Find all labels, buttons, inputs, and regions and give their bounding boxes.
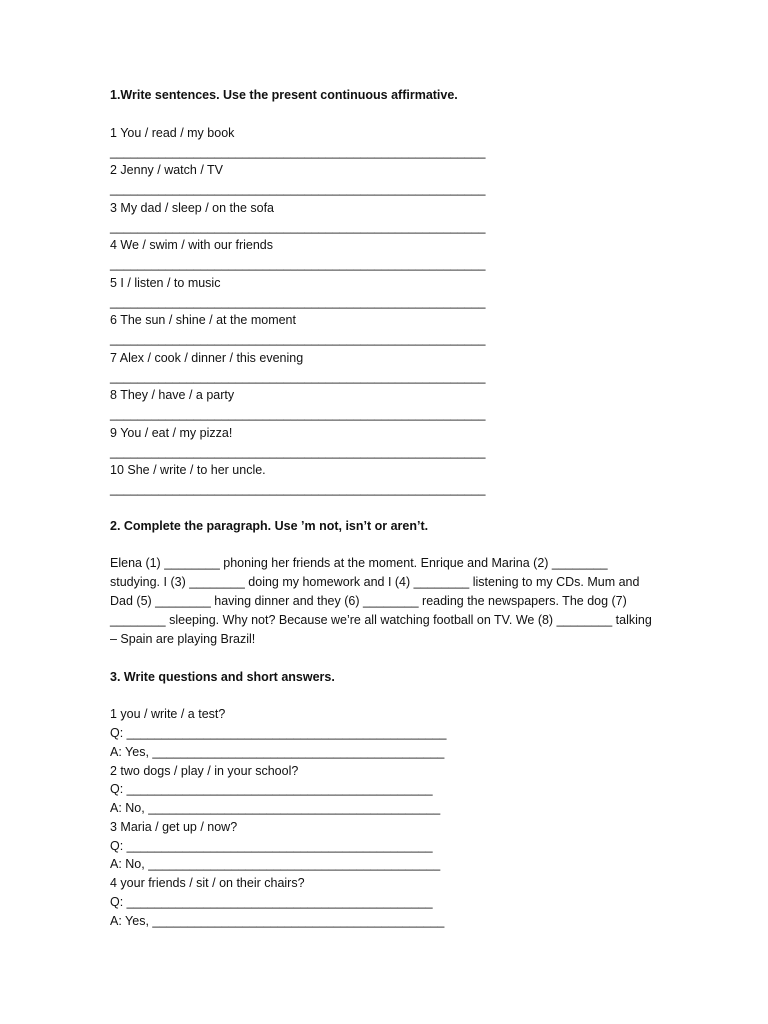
exercise-3-answer-line: ______________________________________________________: [110, 220, 486, 234]
exercise-10-prompt: 10 She / write / to her uncle.: [110, 463, 266, 477]
exercise-3-prompt: 3 My dad / sleep / on the sofa: [110, 201, 274, 215]
exercise-8-answer-line: ______________________________________________________: [110, 407, 486, 421]
exercise-1-answer-line: ______________________________________________________: [110, 145, 486, 159]
exercise-9-prompt: 9 You / eat / my pizza!: [110, 426, 233, 440]
question-3-a-line: A: No, __________________________________________: [110, 857, 441, 871]
question-4-prompt: 4 your friends / sit / on their chairs?: [110, 876, 305, 890]
exercise-6-prompt: 6 The sun / shine / at the moment: [110, 313, 296, 327]
question-2-q-line: Q: ____________________________________________: [110, 782, 433, 796]
exercise-10-answer-line: ______________________________________________________: [110, 482, 486, 496]
question-4-q-line: Q: ____________________________________________: [110, 895, 433, 909]
exercise-1-prompt: 1 You / read / my book: [110, 126, 235, 140]
question-3-prompt: 3 Maria / get up / now?: [110, 820, 238, 834]
exercise-4-prompt: 4 We / swim / with our friends: [110, 238, 274, 252]
exercise-4-answer-line: ______________________________________________________: [110, 257, 486, 271]
exercise-7-answer-line: ______________________________________________________: [110, 370, 486, 384]
exercise-8-prompt: 8 They / have / a party: [110, 388, 235, 402]
exercise-6-answer-line: ______________________________________________________: [110, 332, 486, 346]
section-3-heading: 3. Write questions and short answers.: [110, 670, 335, 684]
question-3-q-line: Q: ____________________________________________: [110, 839, 433, 853]
question-4-a-line: A: Yes, __________________________________________: [110, 914, 445, 928]
section-1-heading: 1.Write sentences. Use the present continuous affirmative.: [110, 88, 458, 102]
section-2-heading: 2. Complete the paragraph. Use ’m not, isn’t or aren’t.: [110, 519, 429, 533]
question-1-prompt: 1 you / write / a test?: [110, 707, 226, 721]
question-2-prompt: 2 two dogs / play / in your school?: [110, 764, 299, 778]
question-1-q-line: Q: ______________________________________________: [110, 726, 447, 740]
exercise-2-prompt: 2 Jenny / watch / TV: [110, 163, 224, 177]
section-2-paragraph: Elena (1) ________ phoning her friends at the moment. Enrique and Marina (2) ________ studying. I (3) ________ doing my homework and I (4) ________ listening to my CDs. Mum and Dad (5) ________ having dinner and they (6) ________ reading the newspapers. The dog (7) ________ sleeping. Why not? Because we’re all watching football on TV. We (8) ________ talking – Spain are playing Brazil!: [110, 556, 652, 646]
exercise-7-prompt: 7 Alex / cook / dinner / this evening: [110, 351, 304, 365]
question-1-a-line: A: Yes, __________________________________________: [110, 745, 445, 759]
exercise-9-answer-line: ______________________________________________________: [110, 445, 486, 459]
exercise-5-answer-line: ______________________________________________________: [110, 295, 486, 309]
exercise-2-answer-line: ______________________________________________________: [110, 182, 486, 196]
exercise-5-prompt: 5 I / listen / to music: [110, 276, 221, 290]
question-2-a-line: A: No, __________________________________________: [110, 801, 441, 815]
